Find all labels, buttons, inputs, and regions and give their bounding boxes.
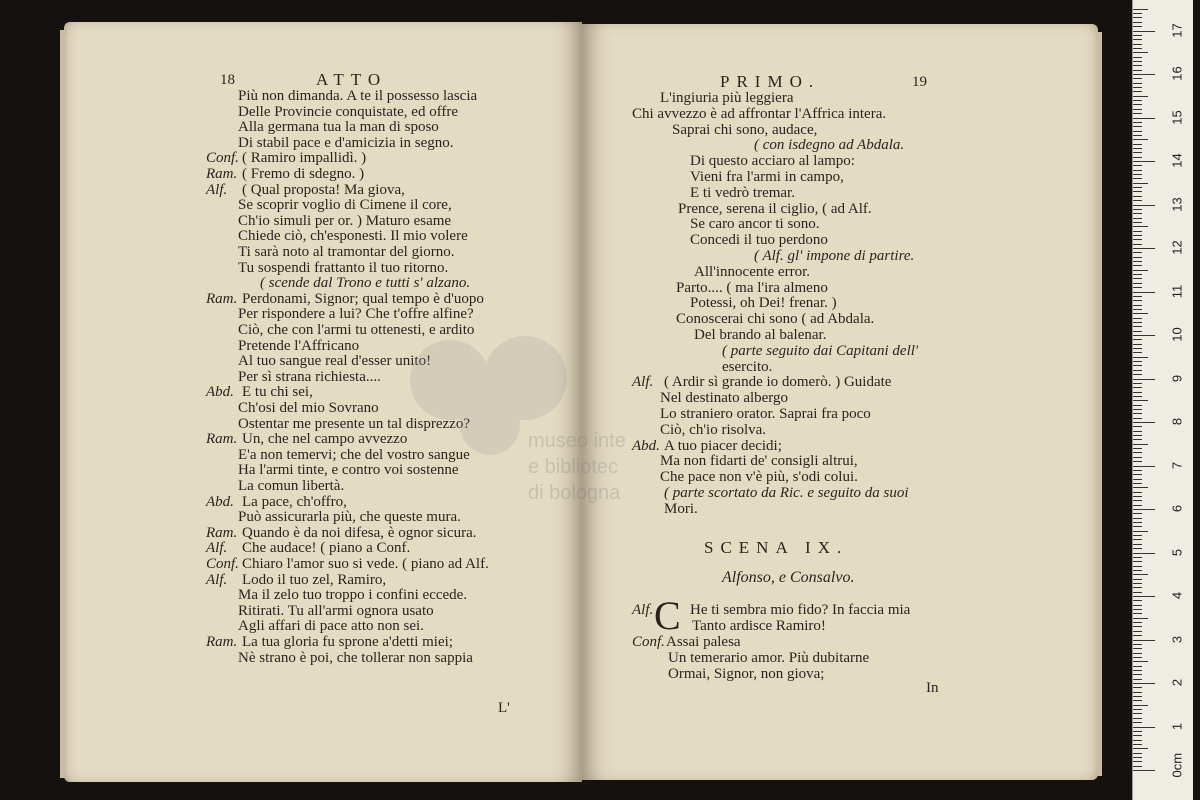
right-page-number: 19 — [912, 74, 927, 90]
ruler-tick — [1133, 17, 1142, 18]
ruler-tick — [1133, 178, 1142, 179]
ruler-number: 14 — [1169, 153, 1185, 168]
ruler-tick — [1133, 513, 1142, 514]
verse-line: Che audace! ( piano a Conf. — [242, 540, 411, 557]
speaker-name: Alf. — [206, 181, 228, 198]
ruler-tick — [1133, 22, 1142, 23]
ruler-tick — [1133, 479, 1142, 480]
verse-line: Lo straniero orator. Saprai fra poco — [660, 406, 871, 422]
speaker-name: Conf. — [206, 150, 239, 167]
ruler-tick — [1133, 422, 1155, 423]
ruler-number: 10 — [1169, 327, 1185, 342]
verse-line: Può assicurarla più, che queste mura. — [238, 509, 461, 526]
ruler-tick — [1133, 165, 1142, 166]
ruler-tick — [1133, 587, 1142, 588]
ruler-tick — [1133, 740, 1142, 741]
ruler-number: 1 — [1169, 722, 1185, 730]
ruler-tick — [1133, 191, 1142, 192]
ruler-tick — [1133, 222, 1142, 223]
ruler-tick — [1133, 596, 1155, 597]
ruler-tick — [1133, 139, 1148, 140]
ruler-tick — [1133, 213, 1142, 214]
speaker-name: Alf. — [206, 571, 228, 588]
ruler-tick — [1133, 452, 1142, 453]
ruler-tick — [1133, 640, 1155, 641]
ruler-tick — [1133, 766, 1142, 767]
ruler-tick — [1133, 226, 1148, 227]
verse-line: Ha l'armi tinte, e contro voi sostenne — [238, 462, 459, 479]
ruler-tick — [1133, 100, 1142, 101]
right-page — [582, 24, 1098, 780]
ruler-tick — [1133, 583, 1142, 584]
ruler-tick — [1133, 131, 1142, 132]
speaker-name: Alf. — [632, 602, 654, 618]
ruler-tick — [1133, 735, 1142, 736]
ruler-number: 6 — [1169, 504, 1185, 513]
ruler-tick — [1133, 657, 1142, 658]
ruler-tick — [1133, 553, 1155, 554]
verse-line: La pace, ch'offro, — [242, 493, 347, 510]
ruler-tick — [1133, 300, 1142, 301]
ruler-tick — [1133, 35, 1142, 36]
ruler-tick — [1133, 648, 1142, 649]
ruler-tick — [1133, 370, 1142, 371]
ruler-tick — [1133, 622, 1142, 623]
ruler-tick — [1133, 318, 1142, 319]
ruler-tick — [1133, 65, 1142, 66]
right-page-catchword: In — [926, 680, 939, 696]
ruler-tick — [1133, 383, 1142, 384]
ruler-tick — [1133, 653, 1142, 654]
ruler-tick — [1133, 435, 1142, 436]
verse-line: esercito. — [722, 358, 773, 375]
ruler-tick — [1133, 505, 1142, 506]
verse-line: Perdonami, Signor; qual tempo è d'uopo — [242, 290, 484, 307]
ruler-tick — [1133, 526, 1142, 527]
ruler-number: 16 — [1169, 66, 1185, 81]
scene-heading: SCENA IX. — [704, 538, 849, 557]
verse-line: A tuo piacer decidi; — [664, 437, 782, 454]
ruler-tick — [1133, 509, 1155, 510]
ruler-tick — [1133, 174, 1142, 175]
ruler-tick — [1133, 770, 1155, 771]
ruler-tick — [1133, 613, 1142, 614]
ruler-tick — [1133, 322, 1142, 323]
verse-line: Delle Provincie conquistate, ed offre — [238, 103, 459, 120]
ruler-tick — [1133, 448, 1142, 449]
ruler-tick — [1133, 722, 1142, 723]
ruler-tick — [1133, 196, 1142, 197]
ruler-tick — [1133, 579, 1142, 580]
watermark-line-3: di bologna — [528, 482, 621, 504]
verse-line: Che pace non v'è più, s'odi colui. — [660, 469, 858, 486]
ruler-tick — [1133, 152, 1142, 153]
ruler-tick — [1133, 344, 1142, 345]
ruler-tick — [1133, 418, 1142, 419]
ruler-tick — [1133, 352, 1142, 353]
verse-line: Per sì strana richiesta.... — [238, 368, 381, 385]
verse-line: L'ingiuria più leggiera — [660, 90, 794, 106]
ruler-tick — [1133, 278, 1142, 279]
ruler-tick — [1133, 296, 1142, 297]
verse-line: Nel destinato albergo — [660, 390, 789, 407]
ruler-tick — [1133, 109, 1142, 110]
ruler-tick — [1133, 61, 1142, 62]
speaker-name: Abd. — [632, 437, 660, 454]
verse-line: La tua gloria fu sprone a'detti miei; — [242, 634, 453, 650]
watermark-line-2: e bibliotec — [528, 456, 619, 478]
verse-line: E tu chi sei, — [242, 384, 313, 401]
ruler-tick — [1133, 44, 1142, 45]
verse-line: Ritirati. Tu all'armi ognora usato — [238, 602, 434, 619]
ruler-tick — [1133, 274, 1142, 275]
speaker-name: Ram. — [206, 166, 238, 182]
ruler-tick — [1133, 239, 1142, 240]
verse-line: Alla germana tua la man di sposo — [238, 119, 439, 136]
ruler-tick — [1133, 466, 1155, 467]
ruler-tick — [1133, 409, 1142, 410]
ruler-number: 4 — [1169, 591, 1185, 600]
ruler-tick — [1133, 144, 1142, 145]
verse-line: Un temerario amor. Più dubitarne — [668, 650, 870, 666]
ruler-number: 7 — [1169, 461, 1185, 469]
ruler-tick — [1133, 727, 1155, 728]
ruler-tick — [1133, 444, 1148, 445]
verse-line: Ch'osi del mio Sovrano — [238, 400, 379, 416]
verse-line: E ti vedrò tremar. — [690, 184, 795, 201]
ruler-tick — [1133, 474, 1142, 475]
ruler-number: 15 — [1169, 109, 1185, 125]
verse-line: Di stabil pace e d'amicizia in segno. — [238, 134, 454, 151]
verse-line: Al tuo sangue real d'esser unito! — [238, 353, 432, 370]
ruler-tick — [1133, 113, 1142, 114]
verse-line: E'a non temervi; che del vostro sangue — [238, 446, 470, 463]
ruler-tick — [1133, 631, 1142, 632]
ruler-tick — [1133, 70, 1142, 71]
verse-line: ( con isdegno ad Abdala. — [754, 137, 905, 154]
ruler-tick — [1133, 252, 1142, 253]
verse-line: Quando è da noi difesa, è ognor sicura. — [242, 524, 477, 541]
ruler-tick — [1133, 744, 1142, 745]
verse-line: Ma non fidarti de' consigli altrui, — [660, 453, 858, 470]
verse-line: Più non dimanda. A te il possesso lascia — [238, 88, 478, 104]
ruler-tick — [1133, 48, 1142, 49]
verse-line: ( Qual proposta! Ma giova, — [242, 181, 405, 198]
ruler-tick — [1133, 283, 1142, 284]
ruler-tick — [1133, 205, 1155, 206]
ruler-tick — [1133, 700, 1142, 701]
ruler-tick — [1133, 692, 1142, 693]
ruler-tick — [1133, 292, 1155, 293]
verse-line: Potessi, oh Dei! frenar. ) — [690, 295, 837, 312]
ruler-tick — [1133, 209, 1142, 210]
verse-line: ( parte scortato da Ric. e seguito da suoi — [664, 485, 909, 501]
ruler-tick — [1133, 592, 1142, 593]
ruler-tick — [1133, 135, 1142, 136]
ruler-number: 8 — [1169, 417, 1185, 426]
ruler-tick — [1133, 387, 1142, 388]
verse-line: Per rispondere a lui? Che t'offre alfine? — [238, 306, 474, 323]
ruler-tick — [1133, 405, 1142, 406]
ruler-tick — [1133, 644, 1142, 645]
ruler-tick — [1133, 666, 1142, 667]
ruler-tick — [1133, 348, 1142, 349]
ruler-tick — [1133, 305, 1142, 306]
ruler-tick — [1133, 696, 1142, 697]
speaker-name: Ram. — [206, 524, 238, 541]
ruler-tick — [1133, 544, 1142, 545]
ruler-number: 5 — [1169, 548, 1185, 556]
ruler-tick — [1133, 535, 1142, 536]
ruler-tick — [1133, 561, 1142, 562]
verse-line: Se caro ancor ti sono. — [690, 216, 820, 233]
scene-characters: Alfonso, e Consalvo. — [722, 569, 855, 586]
ruler-tick — [1133, 487, 1148, 488]
verse-line: Vieni fra l'armi in campo, — [690, 169, 844, 185]
ruler-tick — [1133, 83, 1142, 84]
ruler-tick — [1133, 265, 1142, 266]
ruler-tick — [1133, 357, 1148, 358]
ruler-tick — [1133, 52, 1148, 53]
ruler-tick — [1133, 548, 1142, 549]
verse-line: Ma il zelo tuo troppo i confini eccede. — [238, 587, 468, 604]
ruler-tick — [1133, 87, 1142, 88]
verse-line: ( Ardir sì grande io domerò. ) Guidate — [664, 374, 892, 391]
ruler-tick — [1133, 361, 1142, 362]
verse-line: Del brando al balenar. — [694, 327, 827, 343]
ruler-tick — [1133, 122, 1142, 123]
ruler-tick — [1133, 718, 1142, 719]
ruler-tick — [1133, 626, 1142, 627]
ruler-tick — [1133, 457, 1142, 458]
measurement-ruler — [1132, 0, 1193, 800]
ruler-tick — [1133, 483, 1142, 484]
verse-line: Concedi il tuo perdono — [690, 232, 828, 249]
ruler-tick — [1133, 683, 1155, 684]
verse-line: Ti sarà noto al tramontar del giorno. — [238, 244, 455, 260]
ruler-tick — [1133, 674, 1142, 675]
ruler-tick — [1133, 661, 1148, 662]
verse-line: Ciò, che con l'armi tu ottenesti, e ardito — [238, 322, 475, 338]
ruler-tick — [1133, 9, 1148, 10]
ruler-tick — [1133, 635, 1142, 636]
speaker-name: Ram. — [206, 634, 238, 650]
ruler-tick — [1133, 183, 1148, 184]
verse-line: Nè strano è poi, che tollerar non sappia — [238, 649, 473, 666]
ruler-tick — [1133, 500, 1142, 501]
drop-cap: C — [654, 593, 681, 638]
verse-line: Ch'io simuli per or. ) Maturo esame — [238, 212, 452, 229]
speaker-name: Alf. — [206, 540, 228, 557]
left-page-catchword: L' — [498, 700, 510, 716]
ruler-tick — [1133, 13, 1142, 14]
ruler-tick — [1133, 157, 1142, 158]
verse-line: Chiaro l'amor suo si vede. ( piano ad Alf. — [242, 556, 489, 572]
speaker-name: Abd. — [206, 493, 234, 510]
ruler-tick — [1133, 257, 1142, 258]
ruler-number: 13 — [1169, 196, 1185, 212]
verse-line: Conoscerai chi sono ( ad Abdala. — [676, 311, 875, 328]
verse-line: Un, che nel campo avvezzo — [242, 431, 408, 448]
ruler-tick — [1133, 413, 1142, 414]
ruler-tick — [1133, 161, 1155, 162]
left-page-number: 18 — [220, 72, 235, 88]
ruler-tick — [1133, 426, 1142, 427]
ruler-number: 12 — [1169, 240, 1185, 255]
ruler-tick — [1133, 244, 1142, 245]
ruler-tick — [1133, 609, 1142, 610]
ruler-tick — [1133, 270, 1148, 271]
left-page — [64, 22, 582, 782]
verse-line: Lodo il tuo zel, Ramiro, — [242, 571, 387, 588]
ruler-tick — [1133, 326, 1142, 327]
ruler-tick — [1133, 374, 1142, 375]
ruler-tick — [1133, 261, 1142, 262]
ruler-tick — [1133, 248, 1155, 249]
ruler-tick — [1133, 231, 1142, 232]
ruler-tick — [1133, 757, 1142, 758]
ruler-tick — [1133, 492, 1142, 493]
ruler-number: 9 — [1169, 374, 1185, 382]
ruler-tick — [1133, 522, 1142, 523]
ruler-tick — [1133, 566, 1142, 567]
ruler-tick — [1133, 670, 1142, 671]
verse-line: Prence, serena il ciglio, ( ad Alf. — [678, 200, 872, 217]
ruler-tick — [1133, 705, 1148, 706]
verse-line: Tanto ardisce Ramiro! — [692, 618, 826, 634]
ruler-tick — [1133, 118, 1155, 119]
ruler-tick — [1133, 574, 1148, 575]
verse-line: Agli affari di pace atto non sei. — [238, 618, 424, 635]
speaker-name: Ram. — [206, 431, 238, 448]
verse-line: ( parte seguito dai Capitani dell' — [722, 342, 919, 359]
ruler-tick — [1133, 339, 1142, 340]
ruler-tick — [1133, 713, 1142, 714]
verse-line: Ormai, Signor, non giova; — [668, 666, 825, 682]
ruler-tick — [1133, 731, 1142, 732]
ruler-tick — [1133, 31, 1155, 32]
verse-line: Di questo acciaro al lampo: — [690, 153, 855, 170]
ruler-tick — [1133, 687, 1142, 688]
speaker-name: Abd. — [206, 384, 234, 401]
verse-line: He ti sembra mio fido? In faccia mia — [690, 602, 911, 618]
verse-line: Parto.... ( ma l'ira almeno — [676, 279, 828, 296]
ruler-tick — [1133, 126, 1142, 127]
ruler-tick — [1133, 761, 1142, 762]
ruler-tick — [1133, 461, 1142, 462]
speaker-name: Alf. — [632, 374, 654, 391]
ruler-tick — [1133, 518, 1142, 519]
verse-line: ( Ramiro impallidì. ) — [242, 150, 367, 167]
right-page-header: PRIMO. — [720, 72, 821, 91]
verse-line: Se scoprir voglio di Cimene il core, — [238, 197, 452, 214]
ruler-tick — [1133, 331, 1142, 332]
ruler-tick — [1133, 496, 1142, 497]
ruler-tick — [1133, 104, 1142, 105]
ruler-tick — [1133, 96, 1148, 97]
ruler-tick — [1133, 557, 1142, 558]
ruler-tick — [1133, 78, 1142, 79]
ruler-tick — [1133, 531, 1148, 532]
ruler-tick — [1133, 57, 1142, 58]
ruler-tick — [1133, 400, 1148, 401]
ruler-tick — [1133, 600, 1142, 601]
speaker-name: Conf. — [632, 634, 665, 650]
ruler-tick — [1133, 605, 1142, 606]
ruler-number: 2 — [1169, 678, 1185, 687]
speaker-name: Conf. — [206, 556, 239, 572]
ruler-number: 17 — [1169, 22, 1185, 38]
ruler-tick — [1133, 218, 1142, 219]
ruler-tick — [1133, 187, 1142, 188]
ruler-tick — [1133, 679, 1142, 680]
ruler-tick — [1133, 74, 1155, 75]
left-page-header: ATTO — [316, 70, 388, 89]
speaker-name: Ram. — [206, 290, 238, 307]
ruler-unit-label: 0cm — [1169, 752, 1185, 778]
verse-line: Tu sospendi frattanto il tuo ritorno. — [238, 259, 449, 276]
ruler-tick — [1133, 392, 1142, 393]
verse-line: Ostentar me presente un tal disprezzo? — [238, 415, 470, 432]
ruler-tick — [1133, 235, 1142, 236]
ruler-tick — [1133, 379, 1155, 380]
ruler-number: 11 — [1169, 284, 1185, 298]
verse-line: Assai palesa — [666, 634, 741, 650]
ruler-tick — [1133, 439, 1142, 440]
ruler-tick — [1133, 287, 1142, 288]
ruler-tick — [1133, 539, 1142, 540]
verse-line: Chi avvezzo è ad affrontar l'Affrica intera. — [632, 105, 887, 122]
ruler-tick — [1133, 431, 1142, 432]
ruler-tick — [1133, 309, 1142, 310]
ruler-tick — [1133, 470, 1142, 471]
ruler-tick — [1133, 335, 1155, 336]
ruler-tick — [1133, 748, 1148, 749]
verse-line: ( Alf. gl' impone di partire. — [754, 248, 915, 264]
verse-line: Saprai chi sono, audace, — [672, 121, 818, 138]
verse-line: All'innocente error. — [694, 263, 810, 280]
ruler-number: 3 — [1169, 635, 1185, 643]
ruler-tick — [1133, 709, 1142, 710]
ruler-tick — [1133, 753, 1142, 754]
verse-line: Ciò, ch'io risolva. — [660, 421, 767, 438]
ruler-tick — [1133, 91, 1142, 92]
ruler-tick — [1133, 365, 1142, 366]
ruler-tick — [1133, 570, 1142, 571]
verse-line: ( scende dal Trono e tutti s' alzano. — [260, 275, 471, 292]
verse-line: La comun libertà. — [238, 478, 345, 494]
verse-line: Chiede ciò, ch'esponesti. Il mio volere — [238, 228, 468, 245]
watermark-line-1: museo inte — [528, 430, 626, 452]
ruler-tick — [1133, 618, 1148, 619]
verse-line: Pretende l'Affricano — [238, 337, 360, 354]
ruler-tick — [1133, 148, 1142, 149]
verse-line: Mori. — [664, 500, 698, 517]
ruler-tick — [1133, 39, 1142, 40]
ruler-tick — [1133, 313, 1148, 314]
verse-line: ( Fremo di sdegno. ) — [242, 166, 365, 182]
ruler-tick — [1133, 170, 1142, 171]
ruler-tick — [1133, 200, 1142, 201]
ruler-tick — [1133, 26, 1142, 27]
ruler-tick — [1133, 396, 1142, 397]
